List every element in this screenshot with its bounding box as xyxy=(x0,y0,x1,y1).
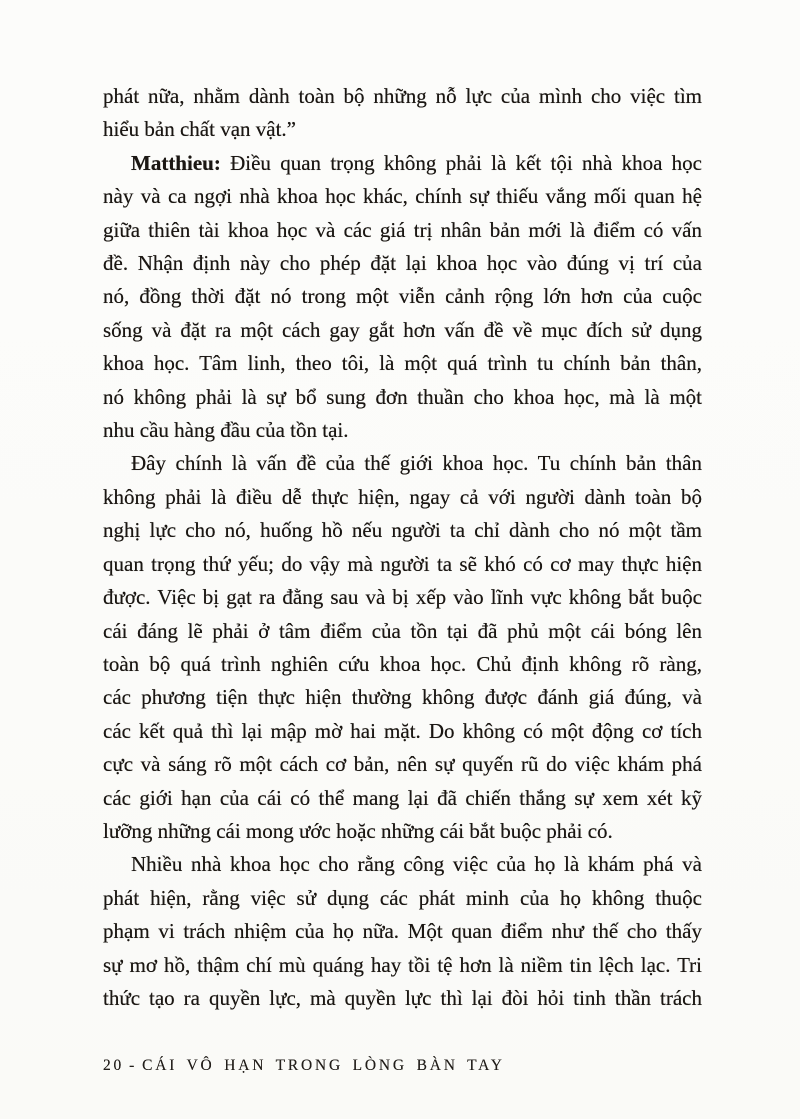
speaker-name: Matthieu: xyxy=(131,150,221,175)
footer-separator: - xyxy=(129,1057,138,1074)
text-line: Nhiều nhà khoa học cho rằng công việc của họ là khám phá và xyxy=(131,852,702,877)
text-line: các phương tiện thực hiện thường không được đánh giá đúng, và xyxy=(103,685,702,710)
text-line: các giới hạn của cái có thể mang lại đã chiến thắng sự xem xét kỹ xyxy=(103,785,702,810)
footer-page-number: 20 xyxy=(103,1057,125,1074)
text-line: cái đáng lẽ phải ở tâm điểm của tồn tại đã phủ một cái bóng lên xyxy=(103,618,702,643)
running-footer xyxy=(103,1056,505,1076)
text-line: quan trọng thứ yếu; do vậy mà người ta sẽ khó có cơ may thực hiện xyxy=(103,551,702,576)
paragraph-3 xyxy=(103,447,702,848)
text-line: không phải là điều dễ thực hiện, ngay cả với người dành toàn bộ xyxy=(103,484,702,509)
paragraph-2 xyxy=(103,147,702,448)
text-line: nhu cầu hàng đầu của tồn tại. xyxy=(103,418,349,443)
text-line: phạm vi trách nhiệm của họ nữa. Một quan điểm như thế cho thấy xyxy=(103,919,702,944)
text-line: được. Việc bị gạt ra đằng sau và bị xếp vào lĩnh vực không bắt buộc xyxy=(103,585,702,610)
text-line: lưỡng những cái mong ước hoặc những cái bắt buộc phải có. xyxy=(103,818,613,843)
text-line: cực và sáng rõ một cách cơ bản, nên sự quyến rũ do việc khám phá xyxy=(103,752,702,777)
text-line: nghị lực cho nó, huống hồ nếu người ta chỉ dành cho nó một tầm xyxy=(103,518,702,543)
text-line: phát nữa, nhằm dành toàn bộ những nỗ lực của mình cho việc tìm xyxy=(103,84,702,108)
paragraph-1 xyxy=(103,80,702,147)
text-line: khoa học. Tâm linh, theo tôi, là một quá trình tu chính bản thân, xyxy=(103,351,702,376)
text-line: phát hiện, rằng việc sử dụng các phát minh của họ không thuộc xyxy=(103,885,702,910)
text-line: Matthieu: Điều quan trọng không phải là kết tội nhà khoa học xyxy=(131,150,702,175)
text-line: sự mơ hồ, thậm chí mù quáng hay tồi tệ hơn là niềm tin lệch lạc. Tri xyxy=(103,952,702,977)
text-line: toàn bộ quá trình nghiên cứu khoa học. Chủ định không rõ ràng, xyxy=(103,651,702,676)
text-line: thức tạo ra quyền lực, mà quyền lực thì lại đòi hỏi tinh thần trách xyxy=(103,985,702,1010)
footer-book-title: CÁI VÔ HẠN TRONG LÒNG BÀN TAY xyxy=(142,1057,505,1074)
text-line: này và ca ngợi nhà khoa học khác, chính sự thiếu vắng mối quan hệ xyxy=(103,184,702,209)
text-line: nó không phải là sự bổ sung đơn thuần cho khoa học, mà là một xyxy=(103,384,702,409)
text-line: Đây chính là vấn đề của thế giới khoa học. Tu chính bản thân xyxy=(131,451,702,476)
text-line: các kết quả thì lại mập mờ hai mặt. Do không có một động cơ tích xyxy=(103,718,702,743)
text-line: nó, đồng thời đặt nó trong một viễn cảnh rộng lớn hơn của cuộc xyxy=(103,284,702,309)
text-line: đề. Nhận định này cho phép đặt lại khoa học vào đúng vị trí của xyxy=(103,251,702,276)
text-line: sống và đặt ra một cách gay gắt hơn vấn đề về mục đích sử dụng xyxy=(103,317,702,342)
paragraph-4 xyxy=(103,848,702,1015)
page-text-block xyxy=(103,80,702,1015)
text-line: hiểu bản chất vạn vật.” xyxy=(103,117,296,142)
text-line: giữa thiên tài khoa học và các giá trị nhân bản mới là điểm có vấn xyxy=(103,217,702,242)
